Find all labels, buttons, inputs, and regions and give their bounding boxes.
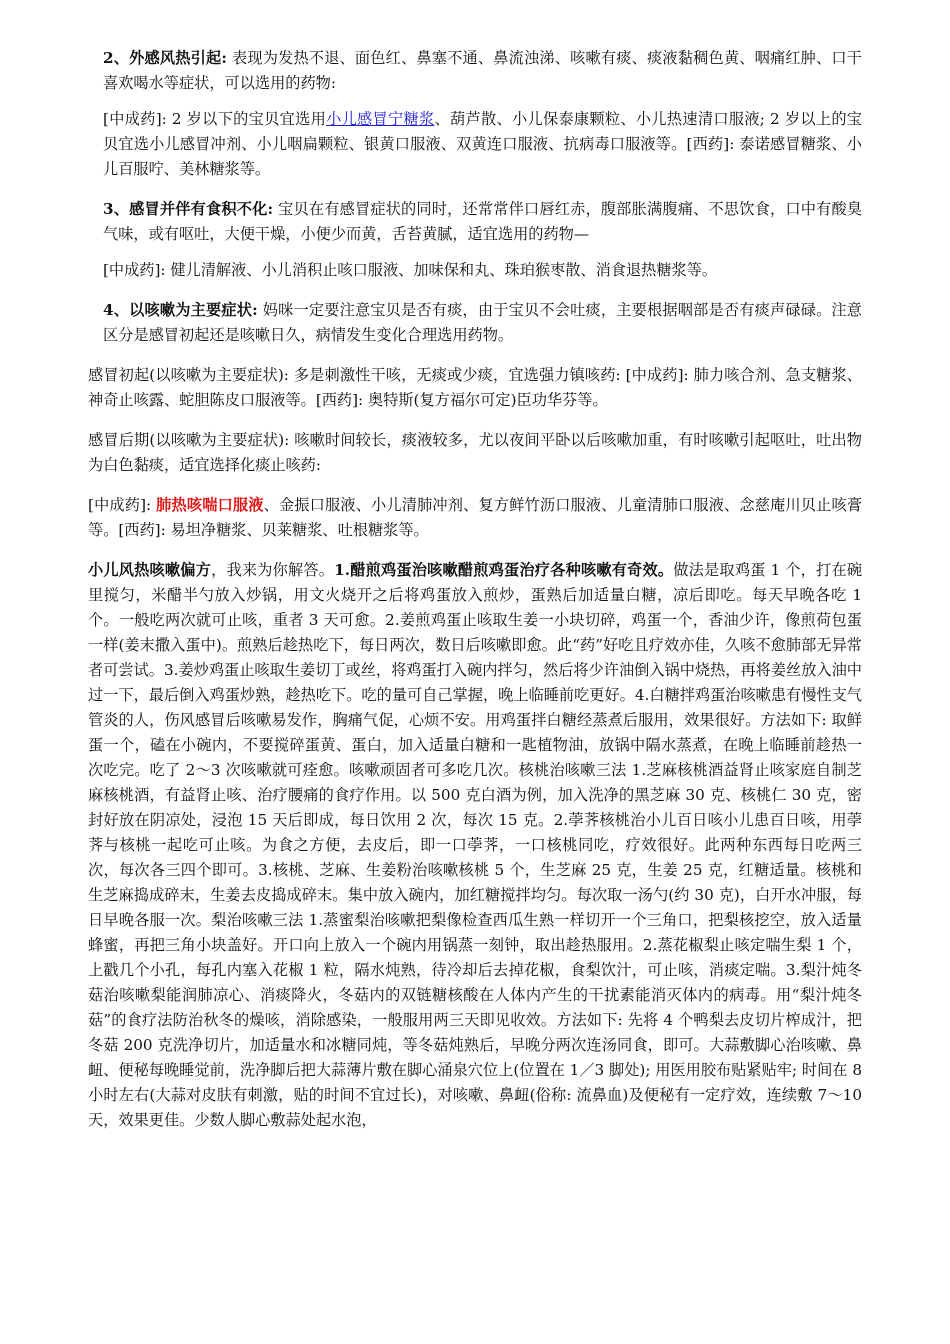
remedy-paragraph (88, 558, 862, 1133)
section-2-paragraph (88, 46, 862, 96)
early-stage-text: 感冒初起(以咳嗽为主要症状): 多是刺激性干咳，无痰或少痰，宜选强力镇咳药: [中成药]: 肺力咳合剂、急支糖浆、神奇止咳露、蛇胆陈皮口服液等。[西药]: 奥特斯(复方福尔可定)臣功华芬等。 (88, 366, 862, 409)
section-3-heading: 3、感冒并伴有食积不化: (103, 200, 274, 218)
late-stage-text: 感冒后期(以咳嗽为主要症状): 咳嗽时间较长，痰液较多，尤以夜间平卧以后咳嗽加重，有时咳嗽引起呕吐，吐出物为白色黏痰，适宜选择化痰止咳药: (88, 431, 862, 474)
section-2-heading: 2、外感风热引起: (103, 49, 227, 67)
medicine-link[interactable]: 小儿感冒宁糖浆 (326, 110, 435, 128)
section-3-medicine-paragraph (88, 258, 862, 283)
section-3-paragraph (88, 197, 862, 247)
remedy-intro: ，我来为你解答。 (211, 561, 335, 579)
section-2-medicine-rest: 、葫芦散、小儿保泰康颗粒、小儿热速清口服液; 2 岁以上的宝贝宜选小儿感冒冲剂、小儿咽扁颗粒、银黄口服液、双黄连口服液、抗病毒口服液等。[西药]: 泰诺感冒糖浆、小儿百服咛、美林糖浆等。 (103, 110, 862, 178)
section-2-medicine-prefix: [中成药]: 2 岁以下的宝贝宜选用 (103, 110, 327, 128)
late-stage-medicine-paragraph (88, 493, 862, 543)
section-2-medicine-paragraph (88, 107, 862, 182)
late-stage-paragraph (88, 428, 862, 478)
late-stage-medicine-rest: 、金振口服液、小儿清肺冲剂、复方鲜竹沥口服液、儿童清肺口服液、念慈庵川贝止咳膏等。[西药]: 易坦净糖浆、贝莱糖浆、吐根糖浆等。 (88, 496, 863, 539)
section-4-body: 妈咪一定要注意宝贝是否有痰，由于宝贝不会吐痰，主要根据咽部是否有痰声碌碌。注意区分是感冒初起还是咳嗽日久，病情发生变化合理选用药物。 (103, 301, 862, 344)
remedy-body: 做法是取鸡蛋 1 个，打在碗里搅匀，米醋半勺放入炒锅，用文火烧开之后将鸡蛋放入煎炒，蛋熟后加适量白糖，凉后即吃。每天早晚各吃 1 个。一般吃两次就可止咳，重者 3 天可愈。2.姜煎鸡蛋止咳取生姜一小块切碎，鸡蛋一个，香油少许，像煎荷包蛋一样(姜末撒入蛋中)。煎熟后趁热吃下，每日两次，数日后咳嗽即愈。此“药”好吃且疗效亦佳，久咳不愈肺部无异常者可尝试。3.姜炒鸡蛋止咳取生姜切丁或丝，将鸡蛋打入碗内拌匀，然后将少许油倒入锅中烧热，再将姜丝放入油中过一下，最后倒入鸡蛋炒熟，趁热吃下。吃的量可自己掌握，晚上临睡前吃更好。4.白糖拌鸡蛋治咳嗽患有慢性支气管炎的人，伤风感冒后咳嗽易发作，胸痛气促，心烦不安。用鸡蛋拌白糖经蒸煮后服用，效果很好。方法如下: 取鲜蛋一个，磕在小碗内，不要搅碎蛋黄、蛋白，加入适量白糖和一匙植物油，放锅中隔水蒸煮，在晚上临睡前趁热一次吃完。吃了 2～3 次咳嗽就可痊愈。咳嗽顽固者可多吃几次。核桃治咳嗽三法 1.芝麻核桃酒益肾止咳家庭自制芝麻核桃酒，有益肾止咳、治疗腰痛的食疗作用。以 500 克白酒为例，加入洗净的黑芝麻 30 克、核桃仁 30 克，密封好放在阴凉处，浸泡 15 天后即成，每日饮用 2 次，每次 15 克。2.荸荠核桃治小儿百日咳小儿患百日咳，用荸荠与核桃一起吃可止咳。为食之方便，去皮后，即一口荸荠，一口核桃同吃，疗效很好。此两种东西每日吃两三次，每次各三四个即可。3.核桃、芝麻、生姜粉治咳嗽核桃 5 个，生芝麻 25 克，生姜 25 克，红糖适量。核桃和生芝麻捣成碎末，生姜去皮捣成碎末。集中放入碗内，加红糖搅拌均匀。每次取一汤勺(约 30 克)，白开水冲服，每日早晚各服一次。梨治咳嗽三法 1.蒸蜜梨治咳嗽把梨像检查西瓜生熟一样切开一个三角口，把梨核挖空，放入适量蜂蜜，再把三角小块盖好。开口向上放入一个碗内用锅蒸一刻钟，取出趁热服用。2.蒸花椒梨止咳定喘生梨 1 个，上戳几个小孔，每孔内塞入花椒 1 粒，隔水炖熟，待冷却后去掉花椒，食梨饮汁，可止咳，消痰定喘。3.梨汁炖冬菇治咳嗽梨能润肺凉心、消痰降火，冬菇内的双链糖核酸在人体内产生的干扰素能消灭体内的病毒。用“梨汁炖冬菇”的食疗法防治秋冬的燥咳，消除感染，一般服用两三天即见收效。方法如下: 先将 4 个鸭梨去皮切片榨成汁，把冬菇 200 克洗净切片，加适量水和冰糖同炖，等冬菇炖熟后，早晚分两次连汤同食，即可。大蒜敷脚心治咳嗽、鼻衄、便秘每晚睡觉前，洗净脚后把大蒜薄片敷在脚心涌泉穴位上(位置在 1／3 脚处); 用医用胶布贴紧贴牢; 时间在 8 小时左右(大蒜对皮肤有刺激，贴的时间不宜过长)，对咳嗽、鼻衄(俗称: 流鼻血)及便秘有一定疗效，连续敷 7～10 天，效果更佳。少数人脚心敷蒜处起水泡， (88, 561, 863, 1129)
section-4-heading: 4、以咳嗽为主要症状: (103, 301, 258, 319)
section-3-medicine: [中成药]: 健儿清解液、小儿消积止咳口服液、加味保和丸、珠珀猴枣散、消食退热糖浆等。 (103, 261, 718, 279)
section-3-body: 宝贝在有感冒症状的同时，还常常伴口唇红赤，腹部胀满腹痛、不思饮食，口中有酸臭气味，或有呕吐，大便干燥，小便少而黄，舌苔黄腻，适宜选用的药物— (103, 200, 862, 243)
document-page (88, 46, 862, 1148)
early-stage-paragraph (88, 363, 862, 413)
section-2-body: 表现为发热不退、面色红、鼻塞不通、鼻流浊涕、咳嗽有痰、痰液黏稠色黄、咽痛红肿、口干喜欢喝水等症状，可以选用的药物: (103, 49, 862, 92)
late-stage-medicine-prefix: [中成药]: (88, 496, 157, 514)
remedy-subtitle: 1.醋煎鸡蛋治咳嗽醋煎鸡蛋治疗各种咳嗽有奇效。 (334, 561, 674, 579)
highlighted-medicine: 肺热咳喘口服液 (156, 496, 264, 514)
section-4-paragraph (88, 298, 862, 348)
remedy-title: 小儿风热咳嗽偏方 (88, 561, 212, 579)
